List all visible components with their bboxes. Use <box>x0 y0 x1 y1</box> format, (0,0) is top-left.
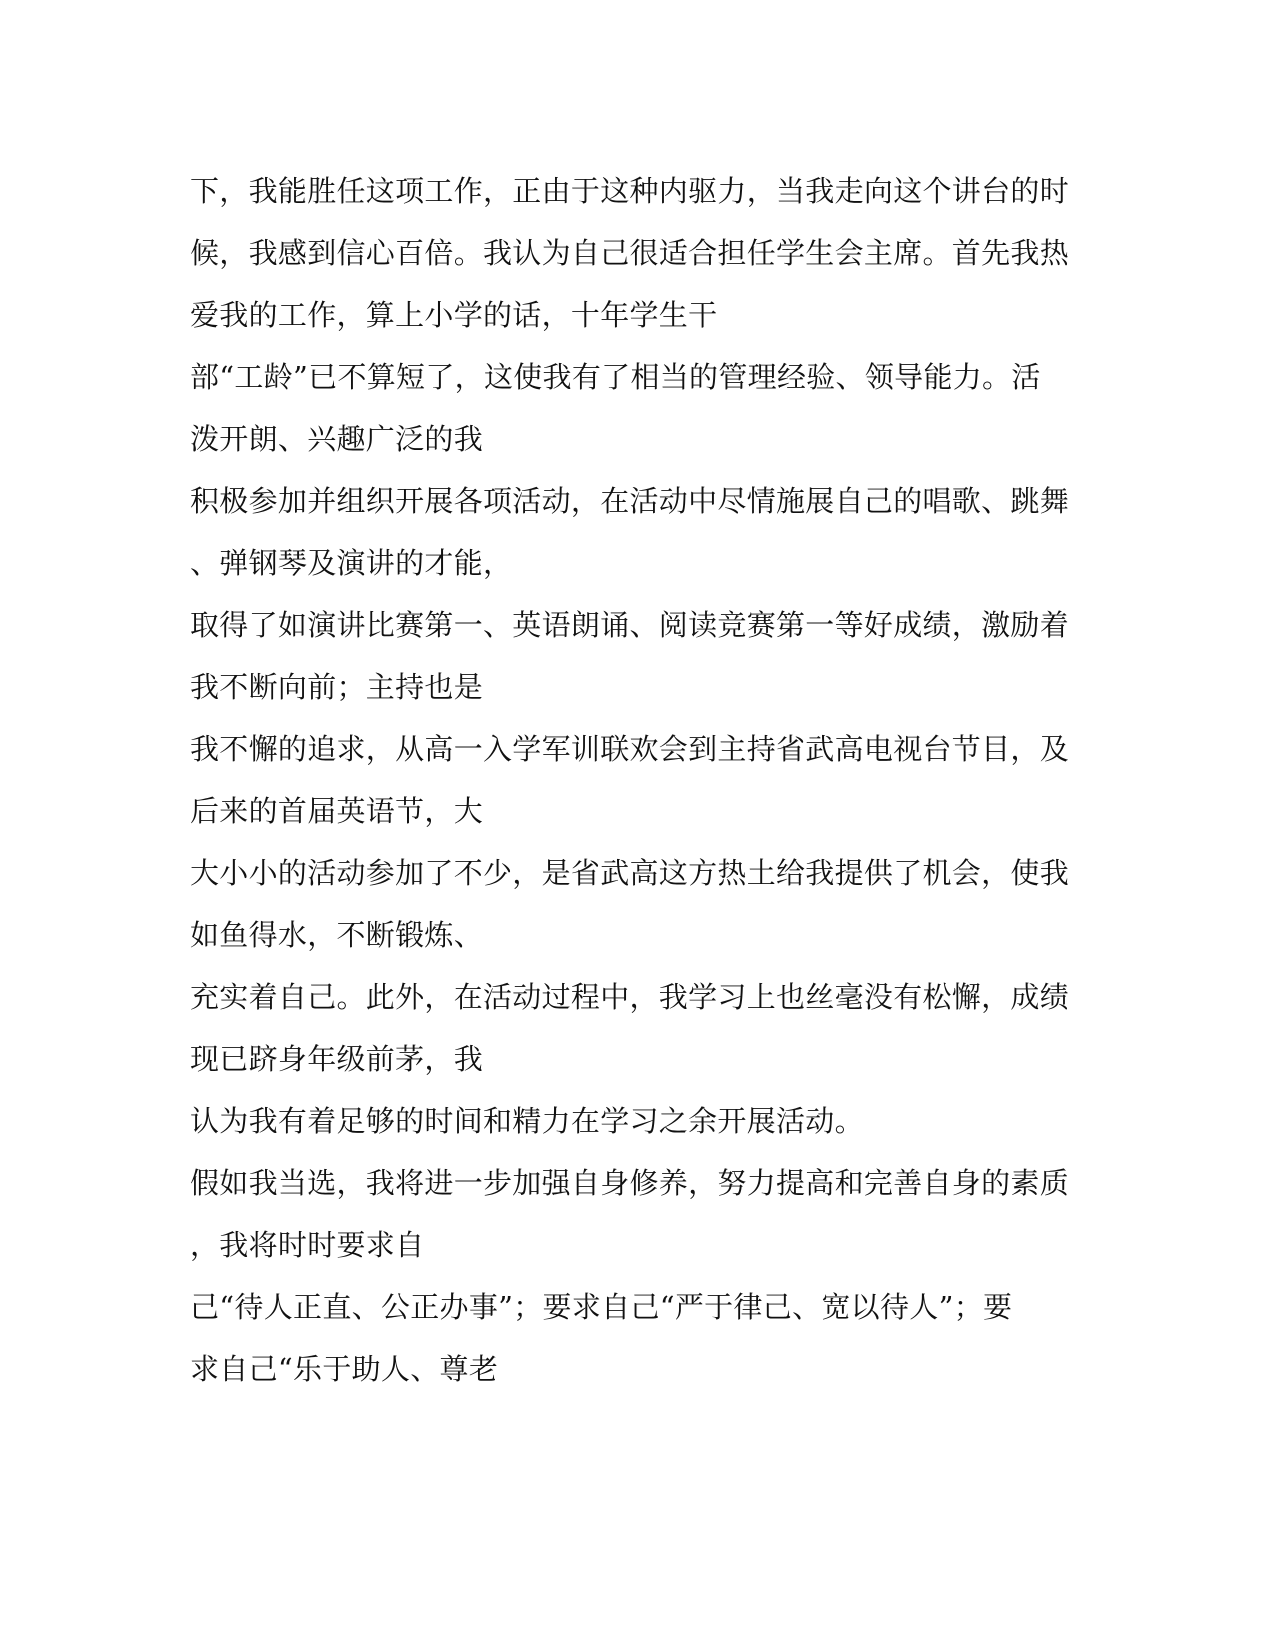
text-line: 部“工龄”已不算短了，这使我有了相当的管理经验、领导能力。活 <box>190 360 1041 394</box>
text-line: 爱我的工作，算上小学的话，十年学生干 <box>190 298 718 332</box>
text-line: 候，我感到信心百倍。我认为自己很适合担任学生会主席。首先我热 <box>190 236 1070 270</box>
text-line: 假如我当选，我将进一步加强自身修养，努力提高和完善自身的素质 <box>190 1166 1070 1200</box>
text-line: 现已跻身年级前茅，我 <box>190 1042 484 1076</box>
text-line: ，我将时时要求自 <box>190 1228 425 1262</box>
text-line: 认为我有着足够的时间和精力在学习之余开展活动。 <box>190 1104 864 1138</box>
text-line: 下，我能胜任这项工作，正由于这种内驱力，当我走向这个讲台的时 <box>190 174 1070 208</box>
text-line: 求自己“乐于助人、尊老 <box>190 1352 499 1386</box>
text-line: 、弹钢琴及演讲的才能， <box>190 546 513 580</box>
text-line: 我不断向前；主持也是 <box>190 670 484 704</box>
text-line: 取得了如演讲比赛第一、英语朗诵、阅读竞赛第一等好成绩，激励着 <box>190 608 1070 642</box>
text-line: 泼开朗、兴趣广泛的我 <box>190 422 484 456</box>
text-line: 我不懈的追求，从高一入学军训联欢会到主持省武高电视台节目，及 <box>190 732 1070 766</box>
body-text <box>190 160 1090 1400</box>
text-line: 如鱼得水，不断锻炼、 <box>190 918 484 952</box>
text-line: 积极参加并组织开展各项活动，在活动中尽情施展自己的唱歌、跳舞 <box>190 484 1070 518</box>
text-line: 充实着自己。此外，在活动过程中，我学习上也丝毫没有松懈，成绩 <box>190 980 1070 1014</box>
text-line: 大小小的活动参加了不少，是省武高这方热土给我提供了机会，使我 <box>190 856 1070 890</box>
text-line: 后来的首届英语节，大 <box>190 794 484 828</box>
text-line: 己“待人正直、公正办事”；要求自己“严于律己、宽以待人”；要 <box>190 1290 1013 1324</box>
